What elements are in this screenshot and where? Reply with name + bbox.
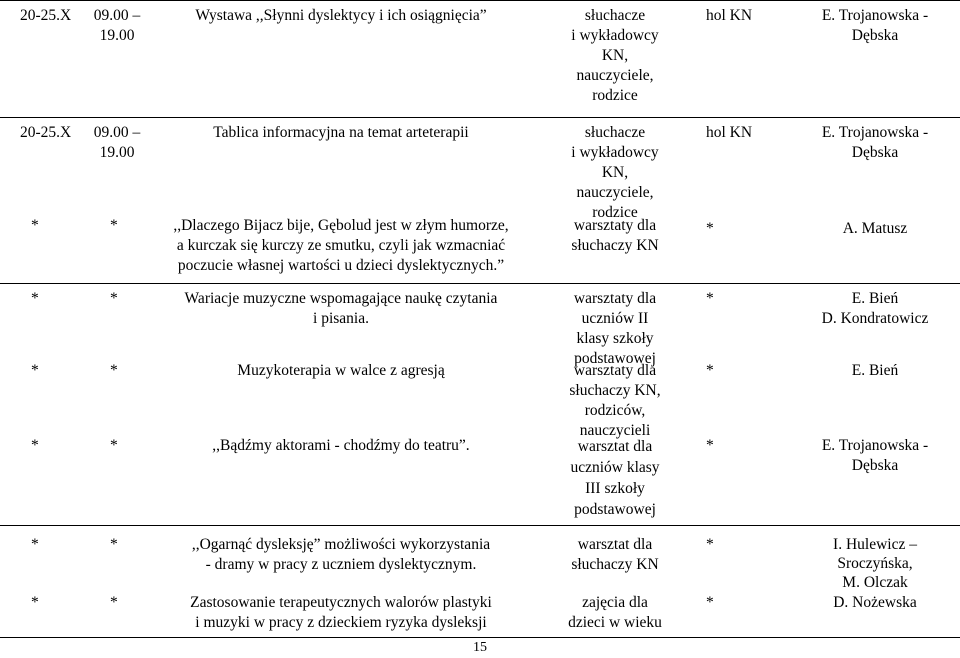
event-title: Zastosowanie terapeutycznych walorów plastyki i muzyki w pracy z dzieckiem ryzyka dysleksji [190, 594, 492, 631]
time-cell: * [110, 290, 118, 307]
row-divider [0, 637, 960, 638]
time-cell: 09.00 – 19.00 [93, 7, 141, 44]
date-cell: * [31, 437, 39, 454]
place-cell: * [706, 536, 714, 553]
time-cell: * [110, 536, 118, 553]
page-number: 15 [473, 640, 487, 655]
event-title: ,,Ogarnąć dysleksję” możliwości wykorzystania - dramy w pracy z uczniem dyslektycznym. [191, 536, 491, 573]
date-cell: * [31, 362, 39, 379]
place-cell: hol KN [706, 7, 753, 24]
event-title: Wariacje muzyczne wspomagające naukę czytania i pisania. [184, 290, 498, 327]
audience-cell: zajęcia dla dzieci w wieku [568, 594, 662, 631]
place-cell: * [706, 220, 714, 237]
row-divider [0, 525, 960, 526]
person-cell: I. Hulewicz – Sroczyńska, M. Olczak [833, 536, 917, 591]
person-cell: E. Trojanowska - Dębska [821, 124, 929, 161]
person-cell: E. Trojanowska - Dębska [821, 437, 929, 474]
place-cell: * [706, 437, 714, 454]
row-divider [0, 283, 960, 284]
event-title: ,,Dlaczego Bijacz bije, Gębolud jest w złym humorze, a kurczak się kurczy ze smutku, czyli jak wzmacniać poczucie własnej wartości u dzieci dyslektycznych.” [173, 217, 509, 274]
row-divider [0, 117, 960, 118]
person-cell: E. Bień D. Kondratowicz [821, 290, 929, 327]
event-title: Muzykoterapia w walce z agresją [237, 362, 445, 379]
place-cell: * [706, 594, 714, 611]
row-divider [0, 0, 960, 1]
date-cell: * [31, 217, 39, 234]
person-cell: A. Matusz [842, 220, 908, 237]
audience-cell: słuchacze i wykładowcy KN, nauczyciele, rodzice [571, 7, 659, 104]
date-cell: * [31, 290, 39, 307]
time-cell: * [110, 437, 118, 454]
time-cell: * [110, 362, 118, 379]
date-cell: * [31, 594, 39, 611]
date-cell: 20-25.X [20, 7, 72, 24]
date-cell: 20-25.X [20, 124, 72, 141]
audience-cell: słuchacze i wykładowcy KN, nauczyciele, rodzice [571, 124, 659, 221]
time-cell: * [110, 594, 118, 611]
audience-cell: warsztaty dla słuchaczy KN, rodziców, nauczycieli [569, 362, 661, 439]
time-cell: 09.00 – 19.00 [93, 124, 141, 161]
event-title: Tablica informacyjna na temat arteterapii [213, 124, 469, 141]
time-cell: * [110, 217, 118, 234]
place-cell: hol KN [706, 124, 753, 141]
audience-cell: warsztaty dla uczniów II klasy szkoły podstawowej [573, 290, 657, 367]
event-title: Wystawa ,,Słynni dyslektycy i ich osiągnięcia” [195, 7, 487, 24]
audience-cell: warsztaty dla słuchaczy KN [571, 217, 659, 254]
audience-cell: warsztat dla uczniów klasy III szkoły podstawowej [570, 438, 660, 518]
person-cell: E. Bień [851, 362, 899, 379]
person-cell: E. Trojanowska - Dębska [821, 7, 929, 44]
person-cell: D. Nożewska [833, 594, 917, 611]
place-cell: * [706, 362, 714, 379]
place-cell: * [706, 290, 714, 307]
event-title: ,,Bądźmy aktorami - chodźmy do teatru”. [212, 437, 470, 454]
date-cell: * [31, 536, 39, 553]
audience-cell: warsztat dla słuchaczy KN [571, 536, 659, 573]
